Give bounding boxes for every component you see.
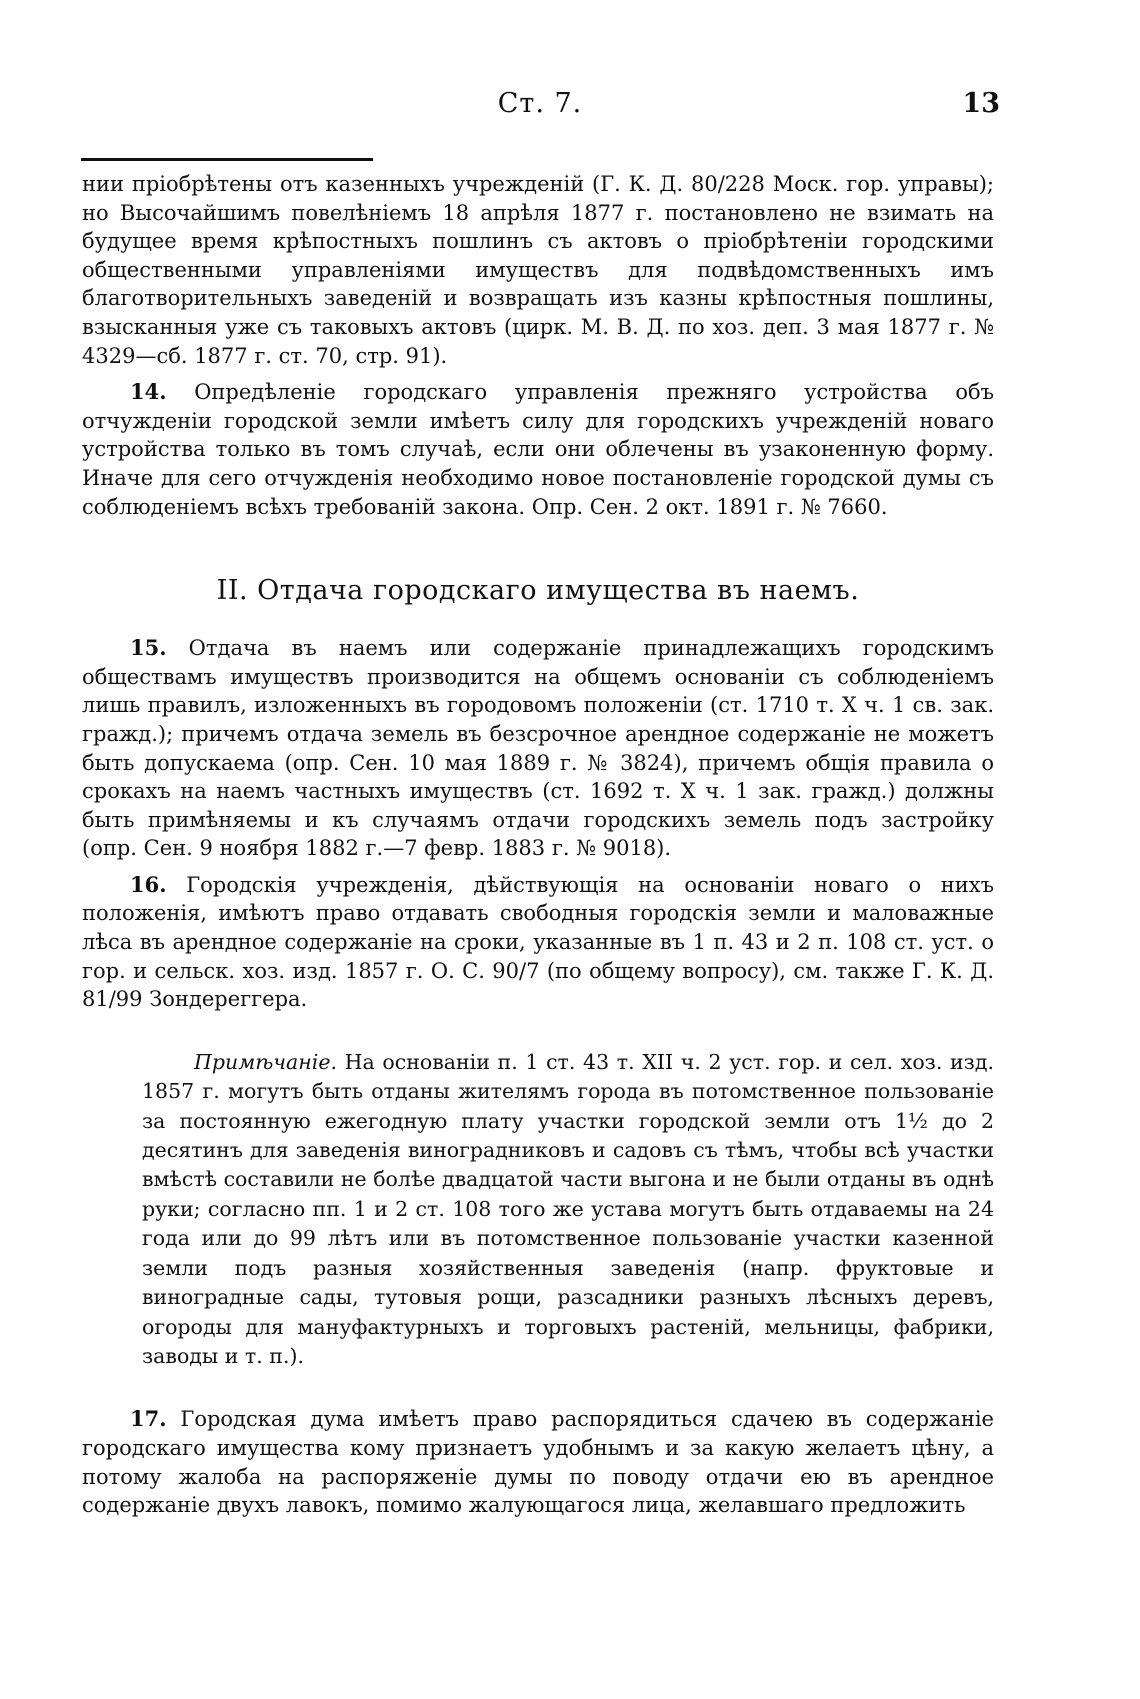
article-14 [82, 378, 994, 521]
note-label: Примѣчаніе. [194, 1049, 337, 1074]
article-15-text: Отдача въ наемъ или содержаніе принадлежащихъ городскимъ обществамъ имуществъ производится на общемъ основаніи съ соблюденіемъ лишь правилъ, изложенныхъ въ городовомъ положеніи (ст. 1710 т. X ч. 1 св. зак. гражд.); причемъ отдача земель въ безсрочное арендное содержаніе не можетъ быть допускаема (опр. Сен. 10 мая 1889 г. № 3824), причемъ общія правила о срокахъ на наемъ частныхъ имуществъ (ст. 1692 т. X ч. 1 зак. гражд.) должны быть примѣняемы и къ случаямъ отдачи городскихъ земель подъ застройку (опр. Сен. 9 ноября 1882 г.—7 февр. 1883 г. № 9018). [82, 636, 994, 861]
article-17-number: 17. [130, 1406, 167, 1432]
article-reference: Ст. 7. [497, 88, 583, 119]
article-16 [82, 871, 994, 1014]
article-15-number: 15. [130, 635, 167, 661]
note-paragraph [142, 1048, 994, 1371]
article-16-number: 16. [130, 871, 167, 897]
page-number: 13 [962, 88, 1000, 119]
article-14-text: Опредѣленіе городскаго управленія прежняго устройства объ отчужденіи городской земли имѣетъ силу для городскихъ учрежденій новаго устройства только въ томъ случаѣ, если они облечены въ узаконенную форму. Иначе для сего отчужденія необходимо новое постановленіе городской думы съ соблюденіемъ всѣхъ требованій закона. Опр. Сен. 2 окт. 1891 г. № 7660. [82, 380, 994, 519]
note-text: На основаніи п. 1 ст. 43 т. XII ч. 2 уст. гор. и сел. хоз. изд. 1857 г. могутъ быть отданы жителямъ города въ потомственное пользованіе за постоянную ежегодную плату участки городской земли отъ 1½ до 2 десятинъ для заведенія виноградниковъ и садовъ съ тѣмъ, чтобы всѣ участки вмѣстѣ составили не болѣе двадцатой части выгона и не были отданы въ однѣ руки; согласно пп. 1 и 2 ст. 108 того же устава могутъ быть отдаваемы на 24 года или до 99 лѣтъ или въ потомственное пользованіе участки казенной земли подъ разныя хозяйственныя заведенія (напр. фруктовые и виноградные сады, тутовыя рощи, разсадники разныхъ лѣсныхъ деревъ, огороды для мануфактурныхъ и торговыхъ растеній, мельницы, фабрики, заводы и т. п.). [142, 1049, 994, 1368]
article-15 [82, 634, 994, 863]
article-16-text: Городскія учрежденія, дѣйствующія на основаніи новаго о нихъ положенія, имѣютъ право отдавать свободныя городскія земли и маловажные лѣса въ арендное содержаніе на сроки, указанные въ 1 п. 43 и 2 п. 108 ст. уст. о гор. и сельск. хоз. изд. 1857 г. О. С. 90/7 (по общему вопросу), см. также Г. К. Д. 81/99 Зондереггера. [82, 872, 994, 1012]
header-rule [81, 158, 373, 161]
article-14-number: 14. [130, 379, 167, 405]
page-header [80, 88, 1000, 128]
section-heading: II. Отдача городскаго имущества въ наемъ. [216, 575, 860, 607]
continuation-paragraph: нии пріобрѣтены отъ казенныхъ учрежденій (Г. К. Д. 80/228 Моск. гор. управы); но Высочайшимъ повелѣніемъ 18 апрѣля 1877 г. постановлено не взимать на будущее время крѣпостныхъ пошлинъ съ актовъ о пріобрѣтеніи городскими общественными управленіями имуществъ для подвѣдомственныхъ имъ благотворительныхъ заведеній и возвращать изъ казны крѣпостныя пошлины, взысканныя уже съ таковыхъ актовъ (цирк. М. В. Д. по хоз. деп. 3 мая 1877 г. № 4329—сб. 1877 г. ст. 70, стр. 91). [82, 172, 994, 368]
body-text [82, 170, 994, 1520]
article-17 [82, 1405, 994, 1519]
note-block [142, 1048, 994, 1371]
article-17-text: Городская дума имѣетъ право распорядиться сдачею въ содержаніе городскаго имущества кому признаетъ удобнымъ и за какую желаетъ цѣну, а потому жалоба на распоряженіе думы по поводу отдачи ею въ арендное содержаніе двухъ лавокъ, помимо жалующагося лица, желавшаго предложить [82, 1407, 994, 1518]
